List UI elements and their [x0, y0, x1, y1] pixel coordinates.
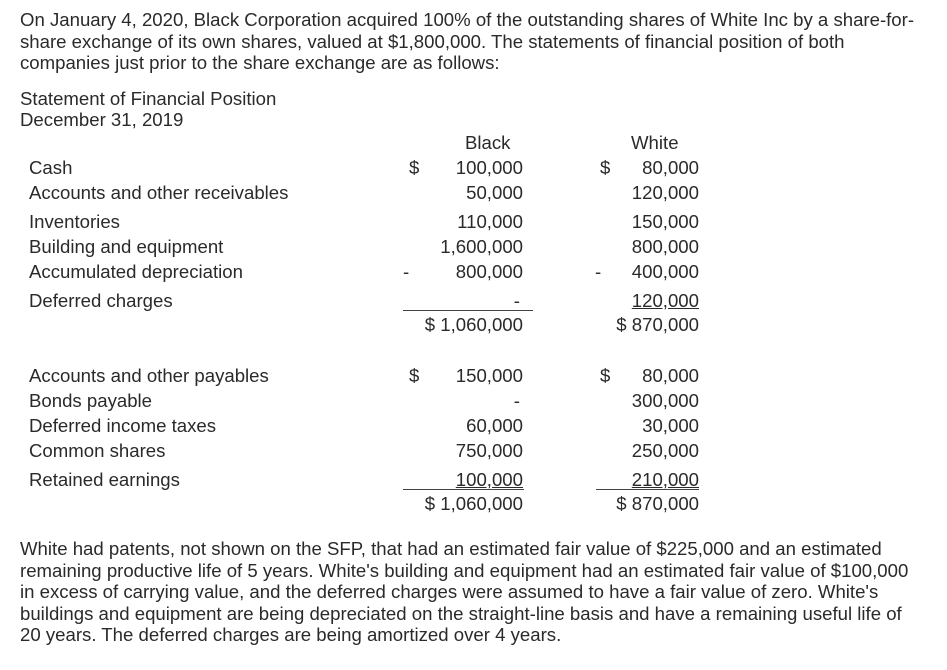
deferred-charges-black-value: - — [513, 290, 520, 311]
payables-black-value: 150,000 — [455, 365, 523, 386]
building-black-value: 1,600,000 — [440, 236, 523, 257]
statement-date: December 31, 2019 — [20, 109, 184, 130]
cash-black-value: 100,000 — [455, 157, 523, 178]
column-header-black: Black — [465, 132, 511, 153]
row-label-common-shares: Common shares — [29, 440, 166, 461]
row-label-deferred-income-taxes: Deferred income taxes — [29, 415, 217, 436]
dollar-sign: $ — [409, 365, 420, 386]
inventories-black-value: 110,000 — [457, 211, 523, 232]
depreciation-white-value: 400,000 — [631, 261, 699, 282]
closing-paragraph: White had patents, not shown on the SFP, that had an estimated fair value of $225,000 and an estimated remaining productive life of 5 years. White's building and equipment had an estimated fair value of $100,000 in excess of carrying value, and the deferred charges were assumed to have a fair value of zero. White's buildings and equipment are being depreciated on the straight-line basis and have a remaining useful life of 20 years. The deferred charges are being amortized over 4 years. — [20, 538, 909, 645]
row-label-building-equipment: Building and equipment — [29, 236, 224, 257]
dollar-sign: $ — [409, 157, 420, 178]
retained-earnings-white-value: 210,000 — [631, 469, 699, 490]
common-shares-white-value: 250,000 — [631, 440, 699, 461]
statement-title: Statement of Financial Position — [20, 88, 277, 109]
receivables-white-value: 120,000 — [631, 182, 699, 203]
subtotal-rule — [596, 489, 699, 490]
deferred-taxes-black-value: 60,000 — [466, 415, 523, 436]
intro-paragraph: On January 4, 2020, Black Corporation acquired 100% of the outstanding shares of White Inc by a share-for-share exchange of its own shares, valued at $1,800,000. The statements of financial position of both companies just prior to the share exchange are as follows: — [20, 9, 915, 73]
subtotal-rule — [403, 489, 524, 490]
building-white-value: 800,000 — [631, 236, 699, 257]
depreciation-black-value: 800,000 — [455, 261, 523, 282]
row-label-bonds-payable: Bonds payable — [29, 390, 153, 411]
column-header-white: White — [631, 132, 679, 153]
payables-white-value: 80,000 — [642, 365, 699, 386]
liabilities-total-white: $ 870,000 — [616, 493, 699, 514]
assets-total-black: $ 1,060,000 — [424, 314, 523, 335]
common-shares-black-value: 750,000 — [455, 440, 523, 461]
dollar-sign: $ — [600, 157, 611, 178]
inventories-white-value: 150,000 — [631, 211, 699, 232]
row-label-inventories: Inventories — [29, 211, 120, 232]
minus-sign: - — [595, 261, 602, 282]
minus-sign: - — [403, 261, 410, 282]
subtotal-rule — [403, 310, 533, 311]
deferred-charges-white-value: 120,000 — [631, 290, 699, 311]
dollar-sign: $ — [600, 365, 611, 386]
bonds-black-value: - — [513, 390, 520, 411]
receivables-black-value: 50,000 — [466, 182, 523, 203]
row-label-deferred-charges: Deferred charges — [29, 290, 173, 311]
row-label-accumulated-depreciation: Accumulated depreciation — [29, 261, 243, 282]
row-label-receivables: Accounts and other receivables — [29, 182, 289, 203]
retained-earnings-black-value: 100,000 — [455, 469, 523, 490]
assets-total-white: $ 870,000 — [616, 314, 699, 335]
bonds-white-value: 300,000 — [631, 390, 699, 411]
cash-white-value: 80,000 — [642, 157, 699, 178]
liabilities-total-black: $ 1,060,000 — [424, 493, 523, 514]
row-label-cash: Cash — [29, 157, 73, 178]
row-label-payables: Accounts and other payables — [29, 365, 269, 386]
deferred-taxes-white-value: 30,000 — [642, 415, 699, 436]
row-label-retained-earnings: Retained earnings — [29, 469, 180, 490]
